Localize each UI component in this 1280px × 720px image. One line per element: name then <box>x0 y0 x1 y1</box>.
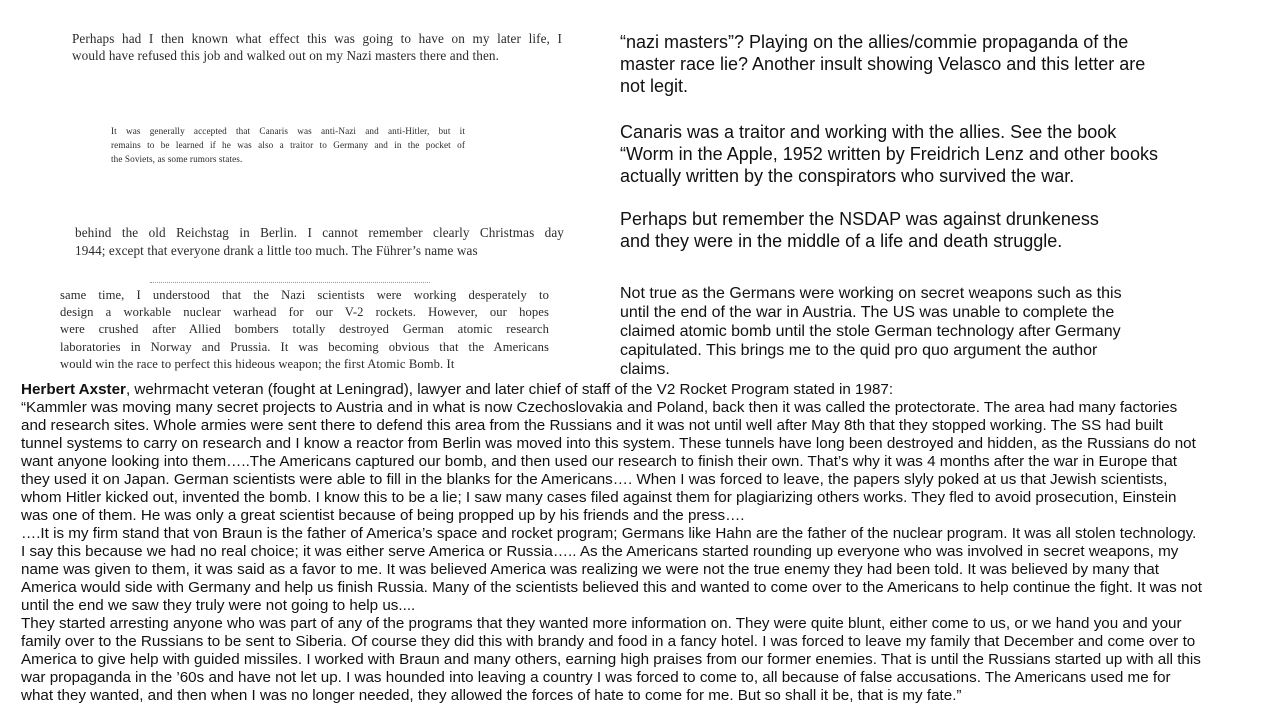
quote-intro-text: , wehrmacht veteran (fought at Leningrad), lawyer and later chief of staff of the V2 Rocket Program stated in 1987: <box>125 381 894 398</box>
scan-line: Perhaps had I then known what effect this was going to have on my later life, I <box>72 31 562 46</box>
quote-line: “Kammler was moving many secret projects to Austria and in what is now Czechoslovakia and Poland, back then it was called the protectorate. The area had many factories <box>21 399 1178 416</box>
note-line: “Worm in the Apple, 1952 written by Freidrich Lenz and other books <box>620 144 1158 164</box>
quote-line: They started arresting anyone who was part of any of the programs that they wanted more information on. They were quite blunt, either come to us, or we hand you and your <box>21 615 1182 632</box>
quote-line: America to give help with guided missiles. I worked with Braun and many others, earning high praises from our former enemies. That is until the Russians started up with all this <box>21 651 1201 668</box>
scan-line: behind the old Reichstag in Berlin. I cannot remember clearly Christmas day <box>75 225 564 240</box>
quote-line: until the end we saw they truly were not going to help us.... <box>21 597 416 614</box>
comment-note-2 <box>620 121 1220 187</box>
scan-excerpt-4 <box>60 287 549 373</box>
note-line: “nazi masters”? Playing on the allies/commie propaganda of the <box>620 32 1129 52</box>
quote-speaker: Herbert Axster <box>21 381 126 398</box>
note-line: actually written by the conspirators who survived the war. <box>620 166 1075 186</box>
scan-line: It was generally accepted that Canaris was anti-Nazi and anti-Hitler, but it <box>111 126 465 136</box>
note-line: claimed atomic bomb until the stole German technology after Germany <box>620 323 1121 340</box>
scan-excerpt-2 <box>111 124 465 166</box>
note-line: Perhaps but remember the NSDAP was against drunkeness <box>620 209 1099 229</box>
scan-line: would have refused this job and walked out on my Nazi masters there and then. <box>72 48 500 63</box>
note-line: capitulated. This brings me to the quid pro quo argument the author <box>620 342 1098 359</box>
scan-line: design a workable nuclear warhead for our V-2 rockets. However, our hopes <box>60 305 549 320</box>
comment-note-4 <box>620 284 1180 379</box>
quote-line: want anyone looking into them…..The Americans captured our bomb, and then used our research to finish their own. That’s why it was 4 months after the war in Europe that <box>21 453 1178 470</box>
quote-line: name was given to them, it was said as a favor to me. It was believed America was realizing we were not the true enemy they had been told. It was believed by many that <box>21 561 1159 578</box>
quote-line: they used it on Japan. German scientists were able to fill in the blanks for the Americans…. When I was forced to leave, the papers slyly poked at us that Jewish scientists, <box>21 471 1168 488</box>
note-line: until the end of the war in Austria. The US was unable to complete the <box>620 304 1115 321</box>
scan-line: remains to be learned if he was also a traitor to Germany and in the pocket of <box>111 140 465 150</box>
note-line: and they were in the middle of a life and death struggle. <box>620 231 1063 251</box>
scan-line: would win the race to perfect this hideous weapon; the first Atomic Bomb. It <box>60 356 455 371</box>
comment-note-3 <box>620 208 1220 252</box>
quote-line: America would side with Germany and help us finish Russia. Many of the scientists believed this and wanted to come over to the Americans to help continue the fight. It was not <box>21 579 1203 596</box>
quote-line: and research sites. Whole armies were sent there to defend this area from the Russians and it was not until well after May 8th that they stopped working. The SS had built <box>21 417 1163 434</box>
note-line: not legit. <box>620 76 689 96</box>
note-line: master race lie? Another insult showing Velasco and this letter are <box>620 54 1146 74</box>
axster-quote <box>21 381 1271 705</box>
scan-cut-edge <box>150 280 430 285</box>
note-line: Canaris was a traitor and working with the allies. See the book <box>620 122 1117 142</box>
quote-line: family over to the Russians to be sent to Siberia. Of course they did this with brandy and food in a fancy hotel. I was forced to leave my family that December and come over to <box>21 633 1196 650</box>
quote-line: whom Hitler kicked out, invented the bomb. I know this to be a lie; I saw many cases filed against them for plagiarizing others works. They fled to avoid prosecution, Einstein <box>21 489 1177 506</box>
scan-line: the Soviets, as some rumors states. <box>111 154 243 164</box>
quote-line: what they wanted, and then when I was no longer needed, they allowed the forces of hate to come for me. But so shall it be, that is my fate.” <box>21 687 962 704</box>
scan-line: were crushed after Allied bombers totally destroyed German atomic research <box>60 322 549 337</box>
quote-line: I say this because we had no real choice; it was either serve America or Russia….. As the Americans started rounding up everyone who was involved in secret weapons, my <box>21 543 1179 560</box>
scan-excerpt-3 <box>75 224 564 260</box>
quote-intro <box>21 381 1271 399</box>
note-line: claims. <box>620 361 670 378</box>
quote-line: was one of them. He was only a great scientist because of being propped up by his friends and the press…. <box>21 507 745 524</box>
scan-line: same time, I understood that the Nazi scientists were working desperately to <box>60 288 549 302</box>
quote-line: tunnel systems to carry on research and I know a reactor from Berlin was moved into this system. These tunnels have long been destroyed and hidden, as the Russians do not <box>21 435 1196 452</box>
scan-line: 1944; except that everyone drank a little too much. The Führer’s name was <box>75 243 478 258</box>
quote-line: ….It is my firm stand that von Braun is the father of America’s space and rocket program; Germans like Hahn are the father of the nuclear program. It was all stolen technology. <box>21 525 1197 542</box>
scan-excerpt-1 <box>72 30 562 64</box>
quote-line: war propaganda in the ’60s and have not let up. I was hounded into leaving a country I was forced to come to, all because of false accusations. The Americans used me for <box>21 669 1171 686</box>
scan-line: laboratories in Norway and Prussia. It was becoming obvious that the Americans <box>60 339 549 354</box>
comment-note-1 <box>620 31 1220 97</box>
note-line: Not true as the Germans were working on secret weapons such as this <box>620 285 1122 302</box>
